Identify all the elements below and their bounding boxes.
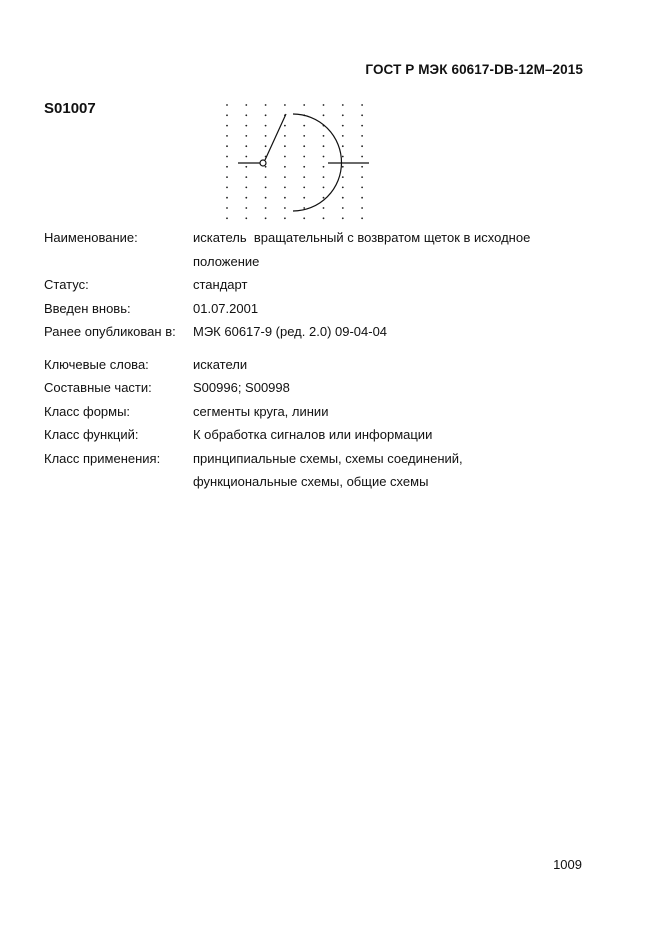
property-value-line: положение [193, 253, 260, 269]
property-label: Ключевые слова: [44, 356, 149, 372]
grid-dot [361, 156, 363, 158]
grid-dot [284, 125, 286, 127]
grid-dot [245, 114, 247, 116]
grid-dot [323, 217, 325, 219]
grid-dot [303, 197, 305, 199]
grid-dot [226, 104, 228, 106]
grid-dot [342, 145, 344, 147]
property-row-components [44, 376, 584, 400]
grid-dot [323, 145, 325, 147]
grid-dot [323, 187, 325, 189]
grid-dot [361, 217, 363, 219]
grid-dot [265, 217, 267, 219]
grid-dot [303, 156, 305, 158]
grid-dot [265, 207, 267, 209]
grid-dot [303, 207, 305, 209]
grid-dot [265, 187, 267, 189]
property-label: Ранее опубликован в: [44, 324, 176, 339]
grid-dot [284, 145, 286, 147]
selector-symbol-diagram [218, 96, 388, 228]
grid-dot [303, 135, 305, 137]
grid-dot [265, 114, 267, 116]
property-row-application-class [44, 447, 584, 494]
property-row-keywords [44, 353, 584, 377]
grid-dot [361, 166, 363, 168]
grid-dot [361, 114, 363, 116]
grid-dot [361, 104, 363, 106]
property-value: МЭК 60617-9 (ред. 2.0) 09-04-04 [193, 324, 388, 339]
grid-dot [284, 187, 286, 189]
property-value-line: функциональные схемы, общие схемы [193, 474, 429, 489]
grid-dot [245, 125, 247, 127]
grid-dot [226, 145, 228, 147]
grid-dot [303, 187, 305, 189]
property-value [193, 226, 584, 273]
grid-dot [284, 176, 286, 178]
property-value: стандарт [193, 277, 248, 292]
grid-dot [303, 145, 305, 147]
property-row-shape-class [44, 400, 584, 424]
property-row-introduced [44, 297, 584, 321]
property-value: К обработка сигналов или информации [193, 427, 433, 442]
property-row-previously-published [44, 320, 584, 344]
grid-dot [245, 156, 247, 158]
grid-dot [361, 176, 363, 178]
grid-dot [265, 166, 267, 168]
grid-dot [226, 207, 228, 209]
grid-dot [245, 207, 247, 209]
property-label: Класс формы: [44, 403, 131, 419]
grid-dot [361, 145, 363, 147]
grid-dot [342, 104, 344, 106]
grid-dot [245, 104, 247, 106]
grid-dot [342, 176, 344, 178]
grid-dot [342, 125, 344, 127]
property-row-name [44, 226, 584, 273]
grid-dot [226, 114, 228, 116]
grid-dot [245, 197, 247, 199]
grid-dot [226, 135, 228, 137]
grid-dot [303, 104, 305, 106]
grid-dot [284, 156, 286, 158]
grid-dot [361, 187, 363, 189]
grid-dot [284, 166, 286, 168]
grid-dot [342, 156, 344, 158]
grid-dot [303, 166, 305, 168]
grid-dot [265, 104, 267, 106]
grid-dot [245, 187, 247, 189]
page-number: 1009 [553, 857, 582, 872]
grid-dot [245, 166, 247, 168]
grid-dot [342, 166, 344, 168]
grid-dot [226, 125, 228, 127]
grid-dot [284, 207, 286, 209]
grid-dot [284, 135, 286, 137]
grid-dot [265, 197, 267, 199]
grid-dot [323, 207, 325, 209]
grid-dot [342, 114, 344, 116]
grid-dot [303, 125, 305, 127]
grid-dot [361, 125, 363, 127]
grid-dots [226, 104, 363, 219]
grid-dot [284, 197, 286, 199]
grid-dot [303, 217, 305, 219]
grid-dot [265, 176, 267, 178]
grid-dot [226, 217, 228, 219]
grid-dot [323, 156, 325, 158]
grid-dot [323, 197, 325, 199]
section-gap [44, 344, 584, 353]
property-label: Введен вновь: [44, 300, 131, 316]
grid-dot [265, 135, 267, 137]
grid-dot [361, 207, 363, 209]
property-label: Статус: [44, 277, 89, 292]
grid-dot [323, 104, 325, 106]
grid-dot [226, 156, 228, 158]
grid-dot [245, 135, 247, 137]
grid-dot [245, 217, 247, 219]
properties-table [44, 226, 584, 494]
property-value: сегменты круга, линии [193, 403, 329, 419]
grid-dot [284, 217, 286, 219]
grid-dot [245, 176, 247, 178]
property-value-line: принципиальные схемы, схемы соединений, [193, 450, 463, 466]
property-value: S00996; S00998 [193, 380, 290, 395]
grid-dot [226, 166, 228, 168]
property-label: Класс применения: [44, 450, 161, 466]
grid-dot [265, 145, 267, 147]
symbol-code: S01007 [44, 100, 96, 117]
grid-dot [265, 125, 267, 127]
grid-dot [323, 166, 325, 168]
grid-dot [361, 135, 363, 137]
property-row-function-class [44, 423, 584, 447]
property-row-status [44, 273, 584, 297]
property-label: Наименование: [44, 230, 138, 245]
grid-dot [361, 197, 363, 199]
grid-dot [342, 207, 344, 209]
property-value [193, 447, 584, 494]
grid-dot [226, 176, 228, 178]
document-header: ГОСТ Р МЭК 60617-DB-12M–2015 [365, 62, 583, 77]
grid-dot [342, 187, 344, 189]
grid-dot [342, 135, 344, 137]
grid-dot [323, 176, 325, 178]
property-value-line: искатель вращательный с возвратом щеток в исходное [193, 230, 531, 245]
grid-dot [226, 197, 228, 199]
property-label: Класс функций: [44, 427, 139, 442]
grid-dot [226, 187, 228, 189]
grid-dot [284, 104, 286, 106]
grid-dot [245, 145, 247, 147]
wiper-arm-line [265, 114, 286, 160]
property-value: искатели [193, 356, 248, 372]
grid-dot [323, 135, 325, 137]
property-label: Составные части: [44, 380, 152, 395]
grid-dot [303, 176, 305, 178]
property-value: 01.07.2001 [193, 300, 259, 316]
pivot-contact [260, 160, 266, 166]
grid-dot [323, 114, 325, 116]
grid-dot [342, 197, 344, 199]
grid-dot [342, 217, 344, 219]
